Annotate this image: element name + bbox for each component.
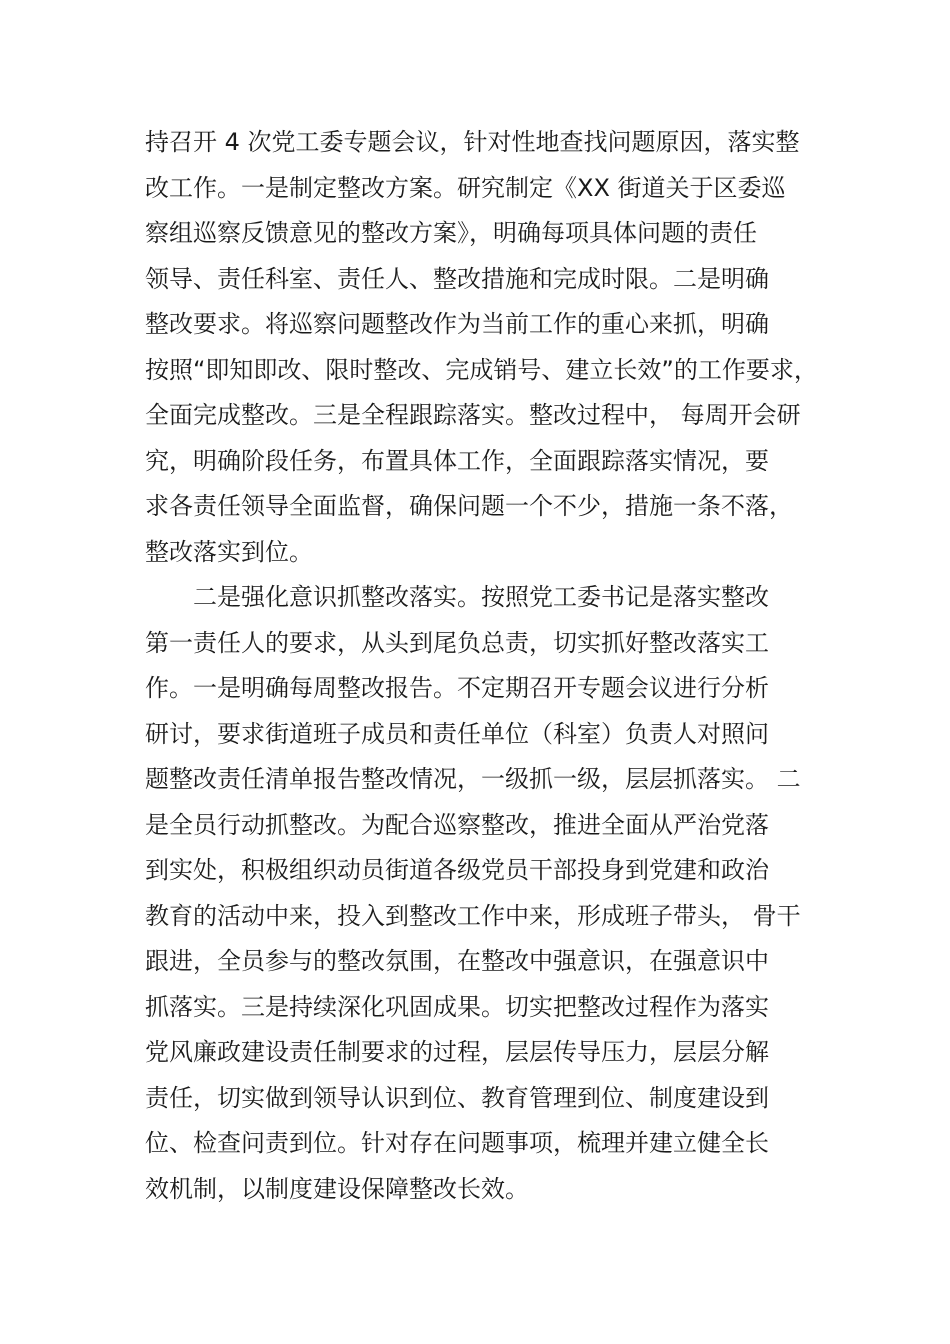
- text-line: 整改落实到位。: [145, 537, 313, 566]
- text-line: 党风廉政建设责任制要求的过程，层层传导压力，层层分解: [145, 1038, 769, 1066]
- text-line: 作。一是明确每周整改报告。不定期召开专题会议进行分析: [145, 674, 769, 702]
- text-line: 改工作。一是制定整改方案。研究制定《XX 街道关于区委巡: [145, 173, 786, 202]
- text-line: 到实处，积极组织动员街道各级党员干部投身到党建和政治: [145, 856, 769, 884]
- text-line: 整改要求。将巡察问题整改作为当前工作的重心来抓，明确: [145, 310, 769, 338]
- text-line: 抓落实。三是持续深化巩固成果。切实把整改过程作为落实: [145, 992, 769, 1021]
- text-line: 跟进，全员参与的整改氛围，在整改中强意识，在强意识中: [145, 947, 769, 975]
- text-line: 效机制，以制度建设保障整改长效。: [145, 1174, 529, 1203]
- text-line: 全面完成整改。三是全程跟踪落实。整改过程中， 每周开会研: [145, 401, 801, 429]
- text-line: 二是强化意识抓整改落实。按照党工委书记是落实整改: [193, 583, 769, 611]
- text-line: 领导、责任科室、责任人、整改措施和完成时限。二是明确: [145, 264, 769, 293]
- text-line: 教育的活动中来，投入到整改工作中来，形成班子带头， 骨干: [145, 901, 801, 930]
- text-line: 按照“即知即改、限时整改、完成销号、建立长效”的工作要求，: [145, 355, 818, 384]
- text-line: 察组巡察反馈意见的整改方案》，明确每项具体问题的责任: [145, 219, 757, 247]
- text-line: 第一责任人的要求，从头到尾负总责，切实抓好整改落实工: [145, 628, 769, 657]
- text-line: 持召开 4 次党工委专题会议，针对性地查找问题原因，落实整: [145, 128, 800, 156]
- text-line: 求各责任领导全面监督，确保问题一个不少，措施一条不落，: [145, 492, 793, 520]
- paragraph-1: [145, 120, 835, 575]
- text-line: 题整改责任清单报告整改情况，一级抓一级，层层抓落实。 二: [145, 765, 801, 793]
- text-line: 研讨，要求街道班子成员和责任单位（科室）负责人对照问: [145, 719, 769, 748]
- text-line: 究，明确阶段任务，布置具体工作，全面跟踪落实情况，要: [145, 446, 769, 475]
- text-line: 是全员行动抓整改。为配合巡察整改，推进全面从严治党落: [145, 810, 769, 839]
- text-line: 位、检查问责到位。针对存在问题事项，梳理并建立健全长: [145, 1129, 769, 1157]
- paragraph-2: [145, 575, 835, 1212]
- text-line: 责任，切实做到领导认识到位、教育管理到位、制度建设到: [145, 1083, 769, 1112]
